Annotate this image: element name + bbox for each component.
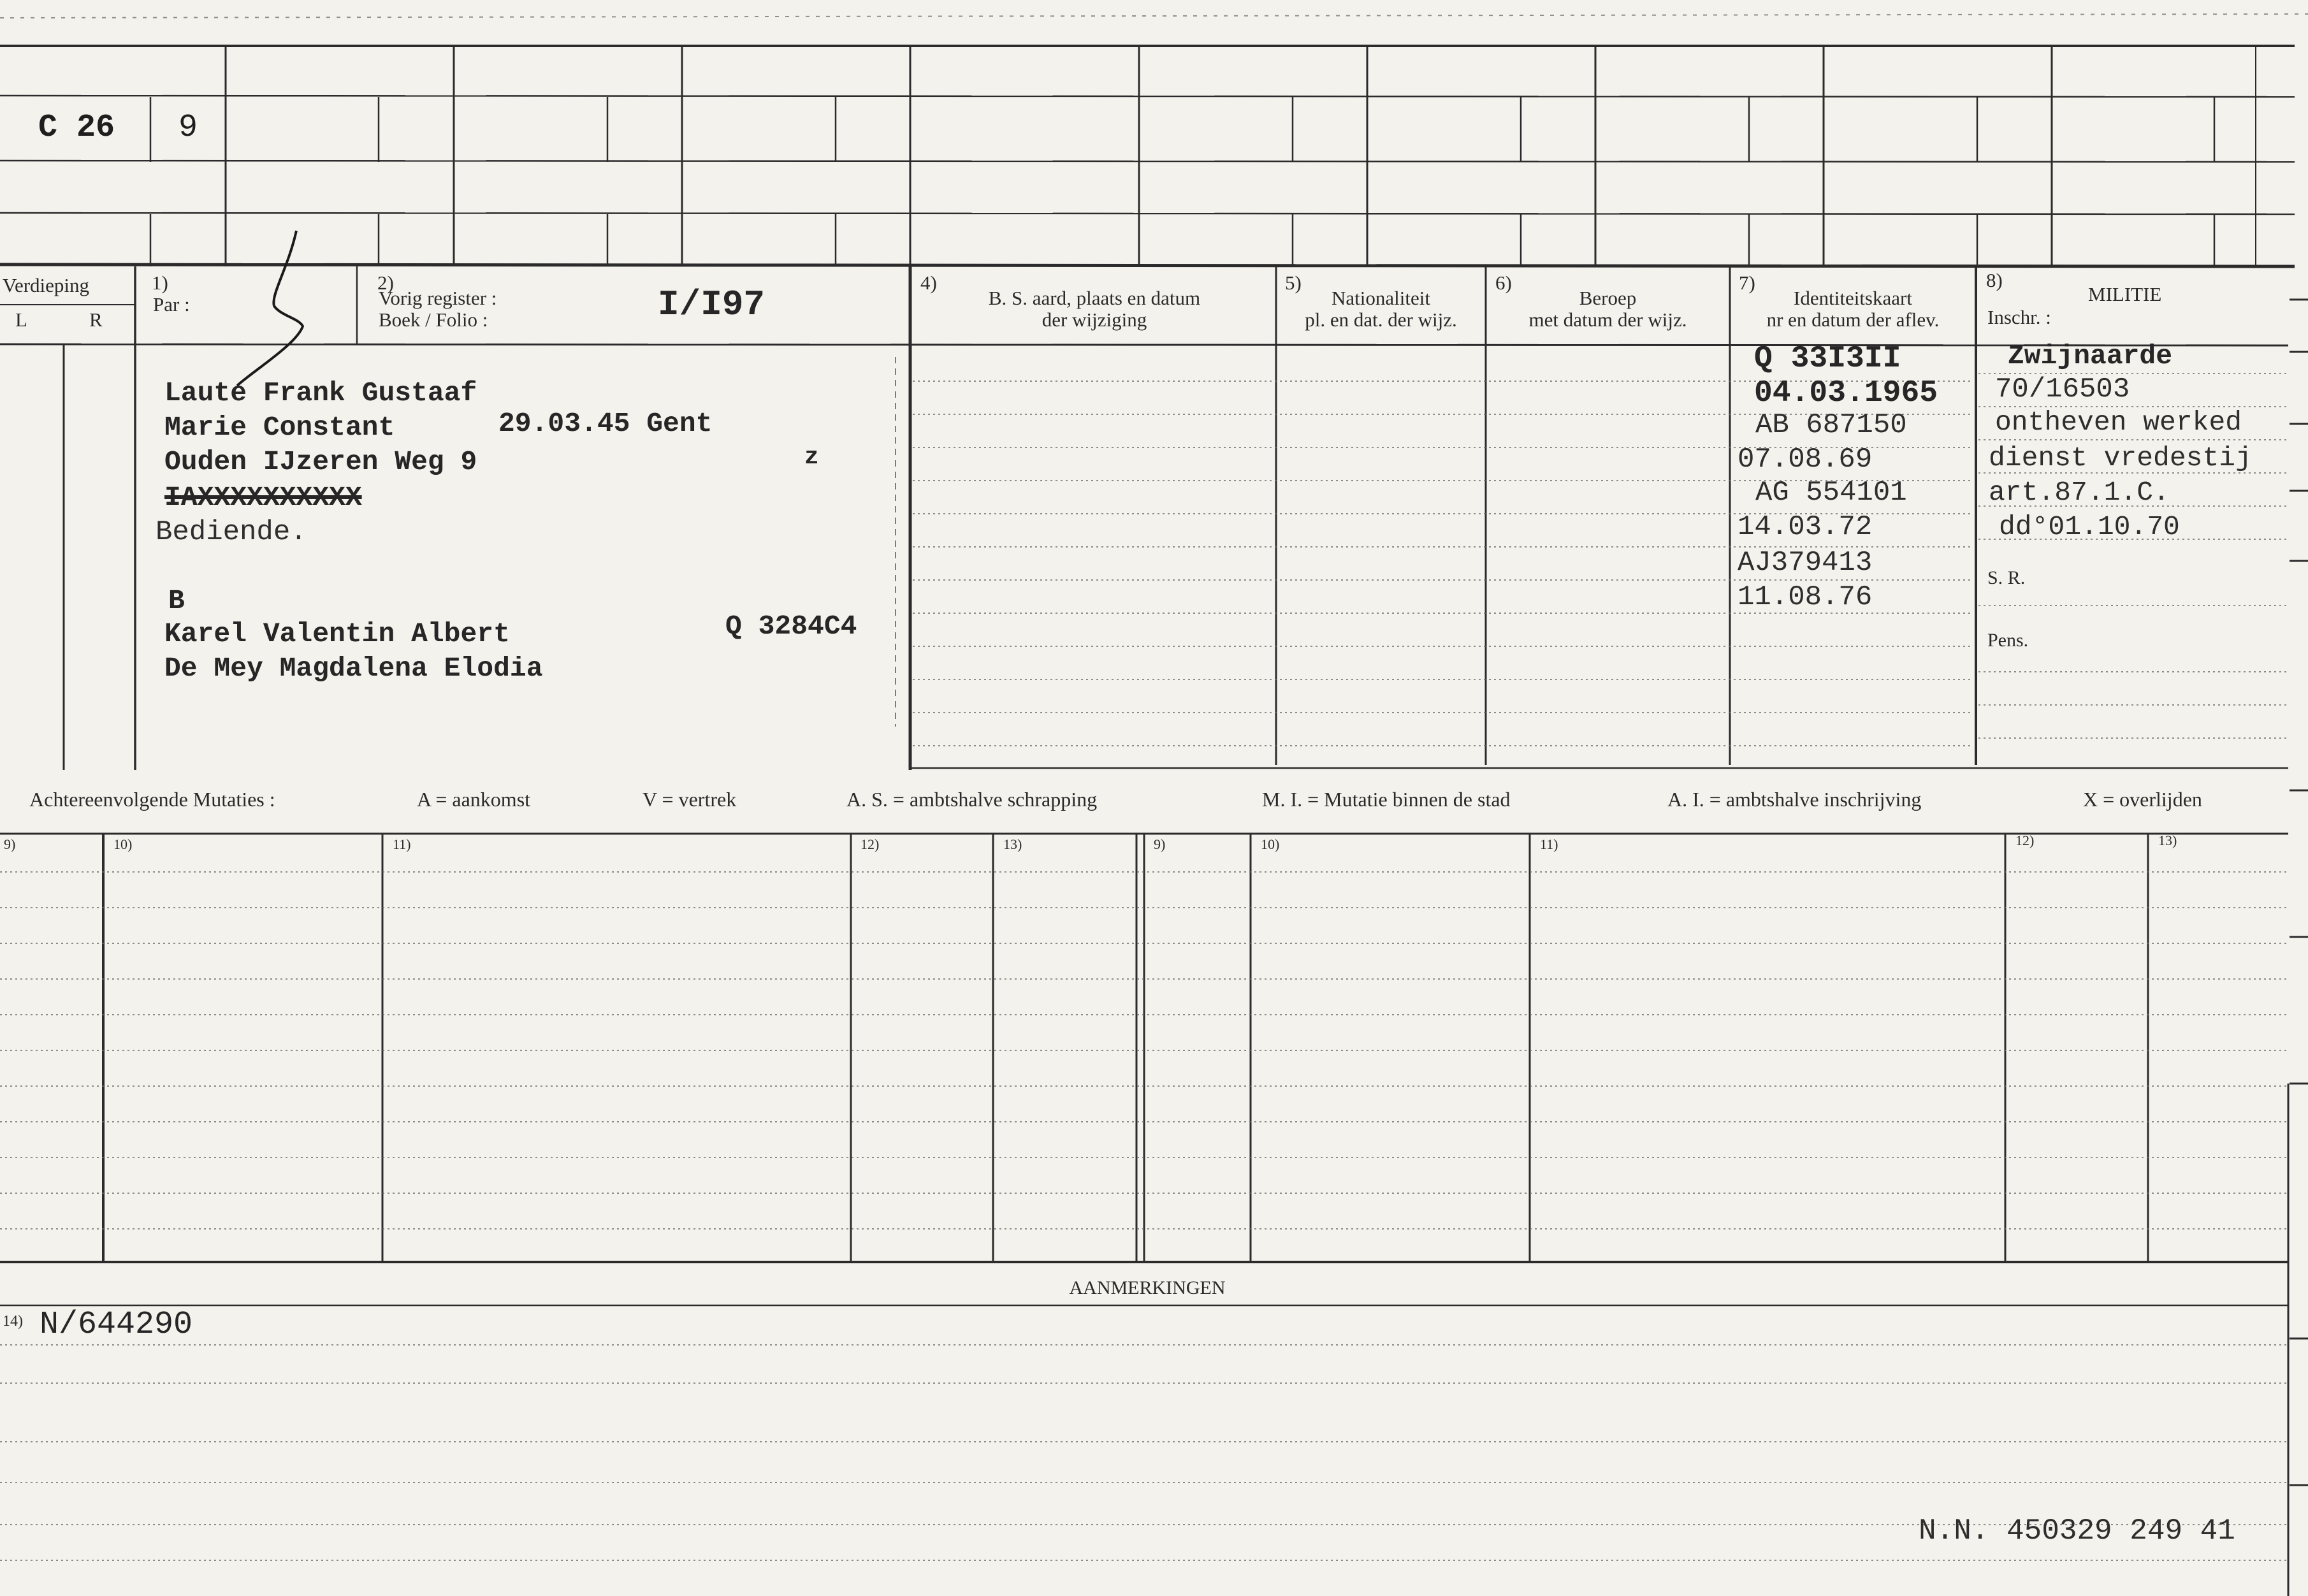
col-11-right: 11) [1540,836,1558,852]
id-card-4: AJ379413 [1738,547,1873,579]
header-par-num: 1) [152,272,168,294]
card-code: C 26 [38,110,115,146]
id-card-date-1: 04.03.1965 [1754,376,1938,410]
label-pens: Pens. [1987,630,2029,651]
person-address: Ouden IJzeren Weg 9 [164,446,477,477]
person-occupation: Bediende. [156,516,307,548]
header-nat-line2: pl. en dat. der wijz. [1305,308,1457,331]
header-nat-num: 5) [1285,272,1302,294]
col-9-right: 9) [1154,836,1166,852]
aanmerkingen-title: AANMERKINGEN [1069,1277,1226,1298]
father-reference: Q 3284C4 [725,611,857,642]
col-12-right: 12) [2015,832,2035,848]
person-name-line1: Laute Frank Gustaaf [164,377,477,409]
header-nat-line1: Nationaliteit [1332,287,1430,309]
militie-line4: dienst vredestij [1989,442,2252,474]
header-bs-num: 4) [920,272,937,294]
col-13-left: 13) [1003,836,1022,852]
militie-line6: dd°01.10.70 [1999,511,2180,542]
id-card-2: AB 687150 [1755,409,1907,441]
header-militie: MILITIE [2088,283,2162,305]
header-inschr: Inschr. : [1987,306,2051,328]
national-number: N.N. 450329 249 41 [1919,1514,2235,1548]
header-id-num: 7) [1739,272,1755,294]
person-birth: 29.03.45 Gent [498,408,713,439]
header-beroep-line1: Beroep [1579,287,1637,309]
header-id-line1: Identiteitskaart [1794,287,1912,309]
id-card-date-3: 14.03.72 [1738,511,1873,543]
header-vorig-register: Vorig register : [379,287,497,309]
mutatie-as: A. S. = ambtshalve schrapping [846,788,1098,811]
aanmerkingen-num: 14) [3,1313,23,1330]
header-vorig-num: 2) [377,272,394,294]
col-13-right: 13) [2158,832,2177,848]
header-id-line2: nr en datum der aflev. [1766,308,1940,331]
militie-number: 70/16503 [1995,374,2130,405]
mutatie-x: X = overlijden [2083,788,2202,811]
vorig-register-value: I/I97 [658,284,766,325]
id-card-date-4: 11.08.76 [1738,581,1873,613]
label-sr: S. R. [1987,567,2026,588]
mutatie-a: A = aankomst [417,788,531,811]
id-card-1: Q 33I3II [1754,342,1901,376]
col-9-left: 9) [4,836,16,852]
col-10-left: 10) [113,836,133,852]
militie-line3: ontheven werked [1995,407,2242,438]
header-bs-line2: der wijziging [1042,308,1147,331]
header-boek-folio: Boek / Folio : [379,308,488,331]
card-number: 9 [178,110,198,146]
mutatie-mi: M. I. = Mutatie binnen de stad [1262,788,1511,811]
mark-z: z [804,444,819,471]
col-12-left: 12) [860,836,880,852]
struck-text: IAXXXXXXXXXX [164,482,362,513]
mutatie-v: V = vertrek [642,788,737,811]
header-beroep-num: 6) [1495,272,1512,294]
header-beroep-line2: met datum der wijz. [1528,308,1687,331]
militie-place: Zwijnaarde [2008,340,2173,372]
b-label: B [168,585,185,616]
id-card-3: AG 554101 [1755,477,1907,509]
col-11-left: 11) [393,836,411,852]
mutaties-label: Achtereenvolgende Mutaties : [29,788,275,811]
father-name: Karel Valentin Albert [164,618,510,649]
person-name-line2: Marie Constant [164,412,395,443]
header-r: R [89,308,103,331]
pen-stroke [237,231,303,386]
header-l: L [15,308,27,331]
header-par: Par : [153,293,190,316]
header-verdieping: Verdieping [3,274,90,296]
header-bs-line1: B. S. aard, plaats en datum [988,287,1201,309]
aanmerkingen-value: N/644290 [40,1307,193,1343]
mother-name: De Mey Magdalena Elodia [164,653,543,684]
mutatie-ai: A. I. = ambtshalve inschrijving [1667,788,1922,811]
header-mil-num: 8) [1986,269,2003,291]
militie-line5: art.87.1.C. [1989,477,2170,508]
id-card-date-2: 07.08.69 [1738,444,1873,475]
col-10-right: 10) [1261,836,1280,852]
